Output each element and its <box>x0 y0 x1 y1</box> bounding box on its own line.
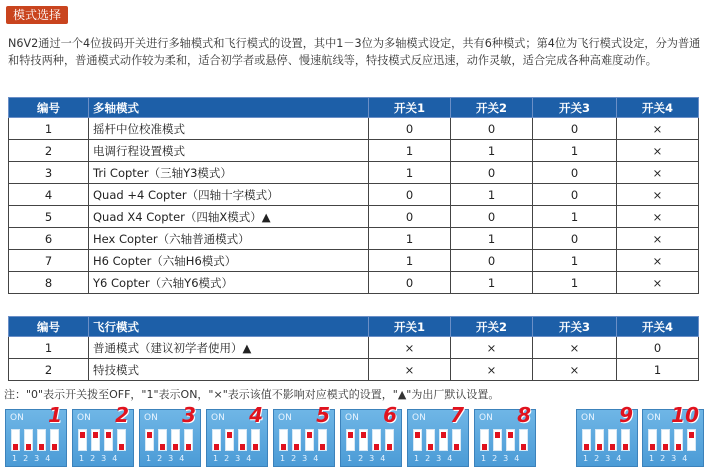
cell-switch2: 1 <box>451 184 533 206</box>
switch-on-label: ON <box>345 413 359 423</box>
switch-pin-numbers: 1234 <box>79 454 124 463</box>
table-row <box>9 140 699 162</box>
switch-knob <box>147 432 152 438</box>
switch-knob <box>597 444 602 450</box>
cell-switch4: × <box>617 184 699 206</box>
switch-slot <box>305 429 314 451</box>
cell-switch2: × <box>451 337 533 359</box>
dip-switch-3 <box>139 403 201 467</box>
cell-mode: 摇杆中位校准模式 <box>89 118 369 140</box>
cell-switch1: 1 <box>369 162 451 184</box>
switch-on-label: ON <box>278 413 292 423</box>
cell-switch1: 0 <box>369 206 451 228</box>
switch-knob <box>361 432 366 438</box>
cell-switch4: × <box>617 272 699 294</box>
switch-on-label: ON <box>647 413 661 423</box>
col-header-switch1: 开关1 <box>369 317 451 337</box>
switch-pin-numbers: 1234 <box>146 454 191 463</box>
col-header-switch4: 开关4 <box>617 98 699 118</box>
switch-slot <box>184 429 193 451</box>
dip-switch-4 <box>206 403 268 467</box>
switch-slots <box>11 429 63 451</box>
switch-knob <box>227 432 232 438</box>
table-row <box>9 272 699 294</box>
switch-slot <box>674 429 683 451</box>
cell-switch1: 1 <box>369 228 451 250</box>
switch-knob <box>253 444 258 450</box>
switch-slot <box>385 429 394 451</box>
switch-knob <box>93 432 98 438</box>
dip-switch-9 <box>576 403 638 467</box>
cell-mode: Hex Copter（六轴普通模式） <box>89 228 369 250</box>
switch-on-label: ON <box>412 413 426 423</box>
switch-knob <box>348 432 353 438</box>
switch-slot <box>359 429 368 451</box>
switch-knob <box>173 444 178 450</box>
cell-mode: 电调行程设置模式 <box>89 140 369 162</box>
dip-switch-7 <box>407 403 469 467</box>
switch-number-label: 3 <box>182 403 196 427</box>
cell-switch2: 1 <box>451 272 533 294</box>
table-row <box>9 206 699 228</box>
switch-knob <box>521 444 526 450</box>
table-header-row <box>9 317 699 337</box>
switch-slot <box>37 429 46 451</box>
switch-knob <box>508 432 513 438</box>
table-row <box>9 118 699 140</box>
cell-switch3: 1 <box>533 206 617 228</box>
cell-number: 4 <box>9 184 89 206</box>
cell-switch2: 1 <box>451 140 533 162</box>
switch-pin-numbers: 1234 <box>583 454 628 463</box>
switch-slot <box>582 429 591 451</box>
switch-knob <box>160 444 165 450</box>
switch-slot <box>171 429 180 451</box>
table-row <box>9 359 699 381</box>
switch-number-label: 5 <box>316 403 330 427</box>
cell-switch3: 1 <box>533 250 617 272</box>
cell-number: 1 <box>9 118 89 140</box>
switch-number-label: 9 <box>619 403 633 427</box>
cell-number: 7 <box>9 250 89 272</box>
switch-number-label: 8 <box>517 403 531 427</box>
switch-knob <box>650 444 655 450</box>
switch-knob <box>281 444 286 450</box>
switch-slot <box>506 429 515 451</box>
dip-switch-illustrations <box>0 405 706 471</box>
cell-number: 2 <box>9 140 89 162</box>
switch-on-label: ON <box>581 413 595 423</box>
cell-switch3: 0 <box>533 162 617 184</box>
switch-knob <box>52 444 57 450</box>
switch-knob <box>106 432 111 438</box>
switch-slot <box>238 429 247 451</box>
switch-knob <box>294 444 299 450</box>
switch-slot <box>439 429 448 451</box>
switch-pin-numbers: 1234 <box>414 454 459 463</box>
cell-switch4: × <box>617 250 699 272</box>
switch-slot <box>292 429 301 451</box>
cell-switch4: × <box>617 140 699 162</box>
switch-slot <box>279 429 288 451</box>
switch-slots <box>413 429 465 451</box>
switch-knob <box>428 444 433 450</box>
switch-knob <box>676 444 681 450</box>
switch-on-label: ON <box>77 413 91 423</box>
switch-slot <box>519 429 528 451</box>
switch-knob <box>610 444 615 450</box>
switch-slot <box>50 429 59 451</box>
switch-knob <box>320 444 325 450</box>
cell-mode: 特技模式 <box>89 359 369 381</box>
cell-switch3: 1 <box>533 140 617 162</box>
switch-number-label: 1 <box>48 403 62 427</box>
switch-on-label: ON <box>10 413 24 423</box>
switch-number-label: 7 <box>450 403 464 427</box>
switch-slot <box>91 429 100 451</box>
cell-switch4: × <box>617 206 699 228</box>
cell-switch2: 0 <box>451 206 533 228</box>
switch-knob <box>482 444 487 450</box>
switch-knob <box>663 444 668 450</box>
switch-knob <box>415 432 420 438</box>
cell-switch1: 1 <box>369 140 451 162</box>
switch-knob <box>623 444 628 450</box>
switch-slots <box>279 429 331 451</box>
switch-slot <box>621 429 630 451</box>
cell-switch1: 0 <box>369 118 451 140</box>
switch-slot <box>493 429 502 451</box>
switch-slot <box>212 429 221 451</box>
dip-switch-5 <box>273 403 335 467</box>
switch-slot <box>24 429 33 451</box>
switch-slot <box>661 429 670 451</box>
cell-switch2: 0 <box>451 118 533 140</box>
cell-switch4: 0 <box>617 337 699 359</box>
col-header-switch1: 开关1 <box>369 98 451 118</box>
switch-slot <box>158 429 167 451</box>
switch-slot <box>413 429 422 451</box>
switch-on-label: ON <box>211 413 225 423</box>
dip-switch-2 <box>72 403 134 467</box>
cell-switch2: 0 <box>451 250 533 272</box>
switch-number-label: 6 <box>383 403 397 427</box>
cell-mode: H6 Copter（六轴H6模式） <box>89 250 369 272</box>
switch-slot <box>480 429 489 451</box>
switch-number-label: 4 <box>249 403 263 427</box>
cell-switch3: 0 <box>533 184 617 206</box>
dip-switch-6 <box>340 403 402 467</box>
cell-switch3: 1 <box>533 272 617 294</box>
switch-slots <box>145 429 197 451</box>
cell-switch3: 0 <box>533 118 617 140</box>
cell-switch1: 0 <box>369 272 451 294</box>
col-header-number: 编号 <box>9 317 89 337</box>
cell-mode: Y6 Copter（六轴Y6模式） <box>89 272 369 294</box>
switch-slot <box>145 429 154 451</box>
cell-mode: Quad X4 Copter（四轴X模式）▲ <box>89 206 369 228</box>
switch-slot <box>117 429 126 451</box>
switch-number-label: 10 <box>671 403 699 427</box>
cell-number: 5 <box>9 206 89 228</box>
switch-knob <box>26 444 31 450</box>
switch-slot <box>11 429 20 451</box>
switch-slot <box>648 429 657 451</box>
cell-switch1: 0 <box>369 184 451 206</box>
dip-switch-1 <box>5 403 67 467</box>
switch-knob <box>441 432 446 438</box>
switch-slots <box>480 429 532 451</box>
col-header-mode: 飞行模式 <box>89 317 369 337</box>
table-row <box>9 337 699 359</box>
table-row <box>9 250 699 272</box>
cell-switch2: 1 <box>451 228 533 250</box>
cell-switch4: × <box>617 162 699 184</box>
cell-mode: 普通模式（建议初学者使用）▲ <box>89 337 369 359</box>
cell-number: 3 <box>9 162 89 184</box>
col-header-switch3: 开关3 <box>533 98 617 118</box>
cell-switch4: × <box>617 228 699 250</box>
table-row <box>9 184 699 206</box>
cell-switch3: 0 <box>533 228 617 250</box>
switch-slots <box>346 429 398 451</box>
switch-slots <box>78 429 130 451</box>
multirotor-mode-table <box>8 97 699 294</box>
switch-on-label: ON <box>479 413 493 423</box>
cell-switch2: 0 <box>451 162 533 184</box>
intro-paragraph: N6V2通过一个4位拔码开关进行多轴模式和飞行模式的设置，其中1－3位为多轴模式设定，共有6种模式；第4位为飞行模式设定，分为普通和特技两种，普通模式动作较为柔和，适合初学者或悬停、慢速航线等，特技模式反应迅速，动作灵敏，适合完成各种高难度动作。 <box>8 37 701 67</box>
col-header-number: 编号 <box>9 98 89 118</box>
cell-switch4: × <box>617 118 699 140</box>
cell-switch1: × <box>369 337 451 359</box>
switch-knob <box>80 432 85 438</box>
switch-pin-numbers: 1234 <box>280 454 325 463</box>
switch-slot <box>608 429 617 451</box>
switch-slot <box>595 429 604 451</box>
col-header-mode: 多轴模式 <box>89 98 369 118</box>
switch-knob <box>387 444 392 450</box>
cell-number: 1 <box>9 337 89 359</box>
switch-slots <box>582 429 634 451</box>
cell-switch2: × <box>451 359 533 381</box>
switch-slot <box>78 429 87 451</box>
switch-pin-numbers: 1234 <box>12 454 57 463</box>
col-header-switch3: 开关3 <box>533 317 617 337</box>
switch-knob <box>307 432 312 438</box>
cell-switch1: × <box>369 359 451 381</box>
table-header-row <box>9 98 699 118</box>
switch-pin-numbers: 1234 <box>213 454 258 463</box>
switch-slots <box>212 429 264 451</box>
switch-on-label: ON <box>144 413 158 423</box>
switch-slot <box>687 429 696 451</box>
switch-knob <box>214 444 219 450</box>
switch-knob <box>374 444 379 450</box>
cell-number: 8 <box>9 272 89 294</box>
cell-switch4: 1 <box>617 359 699 381</box>
switch-knob <box>186 444 191 450</box>
switch-number-label: 2 <box>115 403 129 427</box>
switch-knob <box>119 444 124 450</box>
cell-number: 6 <box>9 228 89 250</box>
switch-knob <box>240 444 245 450</box>
switch-slots <box>648 429 700 451</box>
cell-switch3: × <box>533 337 617 359</box>
switch-slot <box>251 429 260 451</box>
cell-number: 2 <box>9 359 89 381</box>
switch-pin-numbers: 1234 <box>347 454 392 463</box>
flight-mode-table <box>8 316 699 381</box>
switch-slot <box>225 429 234 451</box>
cell-mode: Tri Copter（三轴Y3模式） <box>89 162 369 184</box>
cell-mode: Quad +4 Copter（四轴十字模式） <box>89 184 369 206</box>
cell-switch1: 1 <box>369 250 451 272</box>
switch-knob <box>689 432 694 438</box>
table-row <box>9 228 699 250</box>
switch-knob <box>495 432 500 438</box>
cell-switch3: × <box>533 359 617 381</box>
switch-pin-numbers: 1234 <box>649 454 694 463</box>
switch-slot <box>452 429 461 451</box>
col-header-switch4: 开关4 <box>617 317 699 337</box>
col-header-switch2: 开关2 <box>451 98 533 118</box>
switch-knob <box>454 444 459 450</box>
switch-knob <box>13 444 18 450</box>
switch-knob <box>39 444 44 450</box>
switch-slot <box>318 429 327 451</box>
switch-knob <box>584 444 589 450</box>
switch-pin-numbers: 1234 <box>481 454 526 463</box>
legend-note: 注："0"表示开关拨至OFF，"1"表示ON，"×"表示该值不影响对应模式的设置，"▲"为出厂默认设置。 <box>4 388 500 401</box>
table-row <box>9 162 699 184</box>
dip-switch-8 <box>474 403 536 467</box>
switch-slot <box>426 429 435 451</box>
dip-switch-10 <box>642 403 704 467</box>
section-title-tag: 模式选择 <box>6 6 68 24</box>
switch-slot <box>372 429 381 451</box>
switch-slot <box>104 429 113 451</box>
switch-slot <box>346 429 355 451</box>
col-header-switch2: 开关2 <box>451 317 533 337</box>
